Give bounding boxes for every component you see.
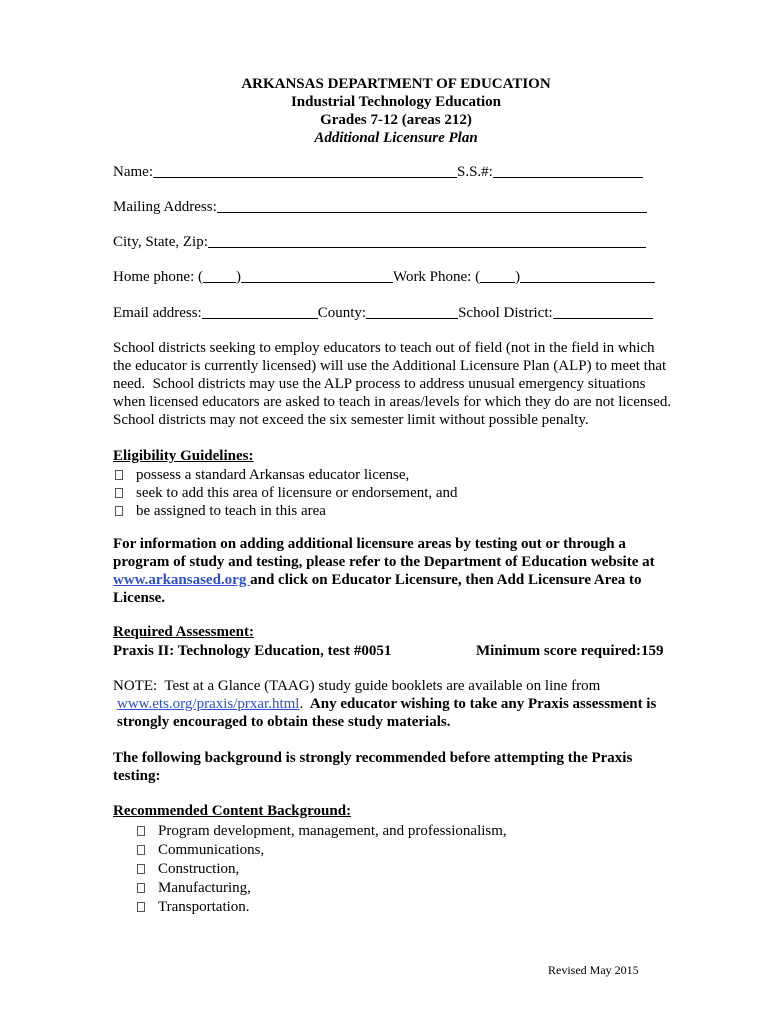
city-row <box>113 233 646 251</box>
intro-line: School districts may not exceed the six semester limit without possible penalty. <box>113 412 589 428</box>
name-row <box>113 163 643 181</box>
info-line: License. <box>113 590 166 606</box>
note-line: NOTE: Test at a Glance (TAAG) study guide booklets are available on line from <box>113 678 601 694</box>
work-area-code-field[interactable] <box>480 281 515 283</box>
assessment-heading: Required Assessment: <box>113 624 254 640</box>
intro-paragraph <box>113 339 671 429</box>
note-bold-text: Any educator wishing to take any Praxis assessment is <box>303 696 657 712</box>
info-line: For information on adding additional licensure areas by testing out or through a <box>113 536 626 552</box>
list-item <box>135 898 507 917</box>
county-label: County: <box>317 305 367 321</box>
list-item-text: Manufacturing, <box>158 880 251 896</box>
ssn-field[interactable] <box>493 176 643 178</box>
list-item-text: Transportation. <box>158 899 250 915</box>
list-item <box>113 466 458 484</box>
city-label: City, State, Zip: <box>113 234 208 250</box>
email-row <box>113 304 653 322</box>
note-period: . <box>299 696 304 712</box>
list-item <box>135 860 507 879</box>
bullet-box-icon <box>115 488 123 498</box>
list-item-text: Program development, management, and professionalism, <box>158 823 507 839</box>
note-line-bold: strongly encouraged to obtain these study materials. <box>117 714 451 730</box>
info-link-line <box>113 571 655 589</box>
home-area-close: ) <box>235 269 241 285</box>
bullet-box-icon <box>137 883 145 893</box>
work-area-close: ) <box>515 269 521 285</box>
work-phone-label: Work Phone: ( <box>392 269 481 285</box>
background-line: testing: <box>113 768 161 784</box>
note-link-line <box>117 695 656 713</box>
intro-line: School districts seeking to employ educators to teach out of field (not in the field in which <box>113 340 655 356</box>
grades-title: Grades 7-12 (areas 212) <box>320 112 472 128</box>
home-phone-label: Home phone: ( <box>113 269 203 285</box>
home-phone-field[interactable] <box>241 281 393 283</box>
list-item <box>135 879 507 898</box>
agency-title: ARKANSAS DEPARTMENT OF EDUCATION <box>241 76 551 92</box>
list-item-text: be assigned to teach in this area <box>136 503 326 519</box>
bullet-box-icon <box>137 864 145 874</box>
intro-line: need. School districts may use the ALP process to address unusual emergency situations <box>113 376 646 392</box>
list-item-text: Construction, <box>158 861 240 877</box>
arkansased-link[interactable]: www.arkansased.org <box>113 572 251 588</box>
intro-line: when licensed educators are asked to teach in areas/levels for which they do are not licensed. <box>113 394 672 410</box>
bullet-box-icon <box>137 826 145 836</box>
ssn-label: S.S.#: <box>456 164 493 180</box>
list-item <box>135 841 507 860</box>
recommended-list <box>135 822 507 917</box>
bullet-box-icon <box>137 845 145 855</box>
ets-link[interactable]: www.ets.org/praxis/prxar.html <box>117 696 300 712</box>
list-item-text: possess a standard Arkansas educator license, <box>136 467 410 483</box>
school-district-field[interactable] <box>553 317 653 319</box>
plan-title: Additional Licensure Plan <box>314 130 478 146</box>
background-paragraph <box>113 749 632 785</box>
bullet-box-icon <box>137 902 145 912</box>
name-field[interactable] <box>153 176 457 178</box>
program-title: Industrial Technology Education <box>290 94 502 110</box>
background-line: The following background is strongly recommended before attempting the Praxis <box>113 750 633 766</box>
list-item <box>113 484 458 502</box>
name-label: Name: <box>113 164 153 180</box>
info-after-link: and click on Educator Licensure, then Add Licensure Area to <box>250 572 642 588</box>
district-label: School District: <box>458 305 553 321</box>
recommended-heading: Recommended Content Background: <box>113 803 352 819</box>
phone-row <box>113 268 655 286</box>
list-item-text: seek to add this area of licensure or endorsement, and <box>136 485 458 501</box>
bullet-box-icon <box>115 470 123 480</box>
list-item-text: Communications, <box>158 842 265 858</box>
email-field[interactable] <box>202 317 318 319</box>
email-label: Email address: <box>113 305 202 321</box>
bullet-box-icon <box>115 506 123 516</box>
assessment-test: Praxis II: Technology Education, test #0051 <box>113 643 392 659</box>
info-paragraph <box>113 535 655 607</box>
mailing-address-field[interactable] <box>217 211 647 213</box>
county-field[interactable] <box>366 317 458 319</box>
revised-date: Revised May 2015 <box>548 963 639 977</box>
work-phone-field[interactable] <box>520 281 655 283</box>
intro-line: the educator is currently licensed) will use the Additional Licensure Plan (ALP) to meet that <box>113 358 667 374</box>
info-line: program of study and testing, please refer to the Department of Education website at <box>113 554 655 570</box>
mailing-row <box>113 198 647 216</box>
eligibility-heading: Eligibility Guidelines: <box>113 448 254 464</box>
home-area-code-field[interactable] <box>203 281 236 283</box>
list-item <box>113 502 458 520</box>
minimum-score: Minimum score required:159 <box>476 643 664 659</box>
eligibility-list <box>113 466 458 520</box>
city-state-zip-field[interactable] <box>208 246 646 248</box>
list-item <box>135 822 507 841</box>
mailing-label: Mailing Address: <box>113 199 217 215</box>
